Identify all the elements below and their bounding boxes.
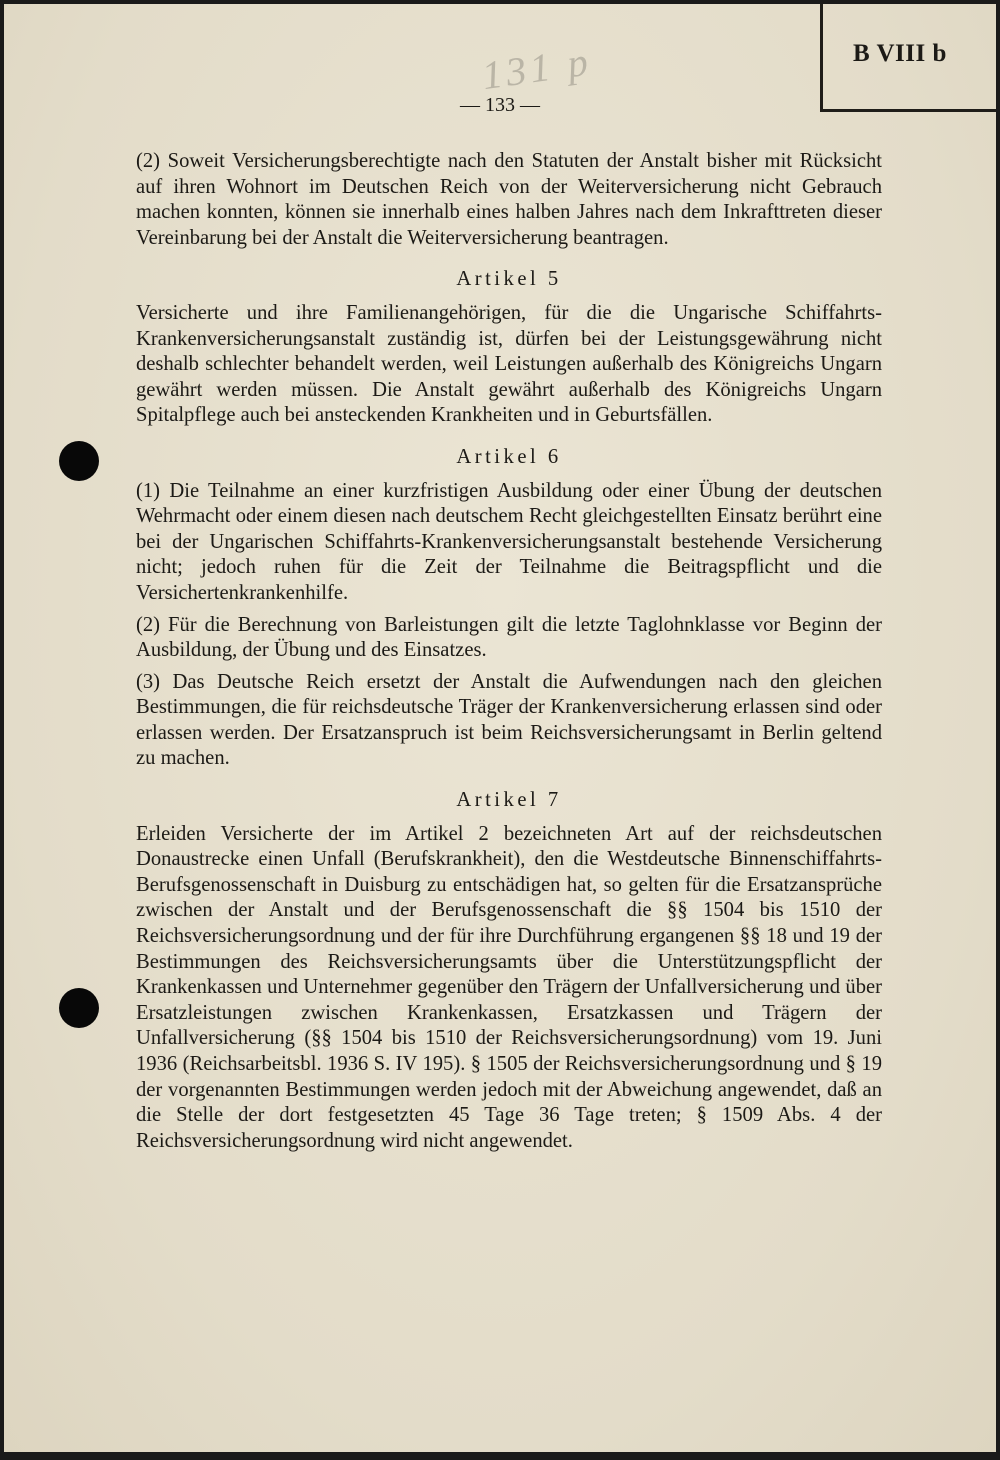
document-page — [4, 4, 996, 1452]
article-heading: Artikel 5 — [456, 268, 562, 291]
classification-label: B VIII b — [853, 40, 947, 67]
article-heading: Artikel 6 — [456, 445, 562, 468]
document-body — [136, 149, 882, 1154]
pencil-annotation: 131 p — [479, 38, 595, 99]
paragraph: (1) Die Teilnahme an einer kurzfristigen Ausbildung oder einer Übung der deutschen Wehrmacht oder einem diesen nach deutschem Recht gleichgestellten Einsatz berührt eine bei der Ungarischen Schiffahrts-Krankenversicherungsanstalt bestehende Versicherung nicht; jedoch ruhen für die Zeit der Teilnahme die Beitragspflicht und die Versichertenkrankenhilfe. — [136, 479, 882, 604]
punch-hole — [59, 441, 99, 481]
article-heading: Artikel 7 — [456, 789, 562, 812]
paragraph: (3) Das Deutsche Reich ersetzt der Anstalt die Aufwendungen nach den gleichen Bestimmungen, die für reichsdeutsche Träger der Krankenversicherung erlassen sind oder erlassen werden. Der Ersatzanspruch ist beim Reichsversicherungsamt in Berlin geltend zu machen. — [136, 670, 882, 770]
paragraph: Erleiden Versicherte der im Artikel 2 bezeichneten Art auf der reichsdeutschen Donaustrecke einen Unfall (Berufskrankheit), den die Westdeutsche Binnenschiffahrts-Berufsgenossenschaft in Duisburg zu entschädigen hat, so gelten für die Ersatzansprüche zwischen der Anstalt und der Berufsgenossenschaft die §§ 1504 bis 1510 der Reichsversicherungsordnung und der für ihre Durchführung ergangenen §§ 18 und 19 der Bestimmungen des Reichsversicherungsamts über die Unterstützungspflicht der Krankenkassen und Unternehmer gegenüber den Trägern der Unfallversicherung und über Ersatzleistungen zwischen Krankenkassen, Ersatzkassen und Trägern der Unfallversicherung (§§ 1504 bis 1510 der Reichsversicherungsordnung) vom 19. Juni 1936 (Reichsarbeitsbl. 1936 S. IV 195). § 1505 der Reichsversicherungsordnung und § 19 der vorgenannten Bestimmungen werden jedoch mit der Abweichung angewendet, daß an die Stelle der dort festgesetzten 45 Tage 36 Tage treten; § 1509 Abs. 4 der Reichsversicherungsordnung wird nicht angewendet. — [136, 822, 882, 1152]
paragraph: (2) Soweit Versicherungsberechtigte nach den Statuten der Anstalt bisher mit Rücksicht auf ihren Wohnort im Deutschen Reich von der Weiterversicherung nicht Gebrauch machen konnten, können sie innerhalb eines halben Jahres nach dem Inkrafttreten dieser Vereinbarung bei der Anstalt die Weiterversicherung beantragen. — [136, 150, 882, 249]
paragraph: Versicherte und ihre Familienangehörigen, für die die Ungarische Schiffahrts-Krankenversicherungsanstalt zuständig ist, dürfen bei der Leistungsgewährung nicht deshalb schlechter behandelt werden, weil Leistungen außerhalb des Königreichs Ungarn gewährt werden müssen. Die Anstalt gewährt außerhalb des Königreichs Ungarn Spitalpflege auch bei ansteckenden Krankheiten und in Geburtsfällen. — [136, 301, 882, 427]
paragraph: (2) Für die Berechnung von Barleistungen gilt die letzte Taglohnklasse vor Beginn der Ausbildung, der Übung und des Einsatzes. — [136, 613, 882, 662]
page-number: — 133 — — [460, 94, 540, 116]
punch-hole — [59, 988, 99, 1028]
